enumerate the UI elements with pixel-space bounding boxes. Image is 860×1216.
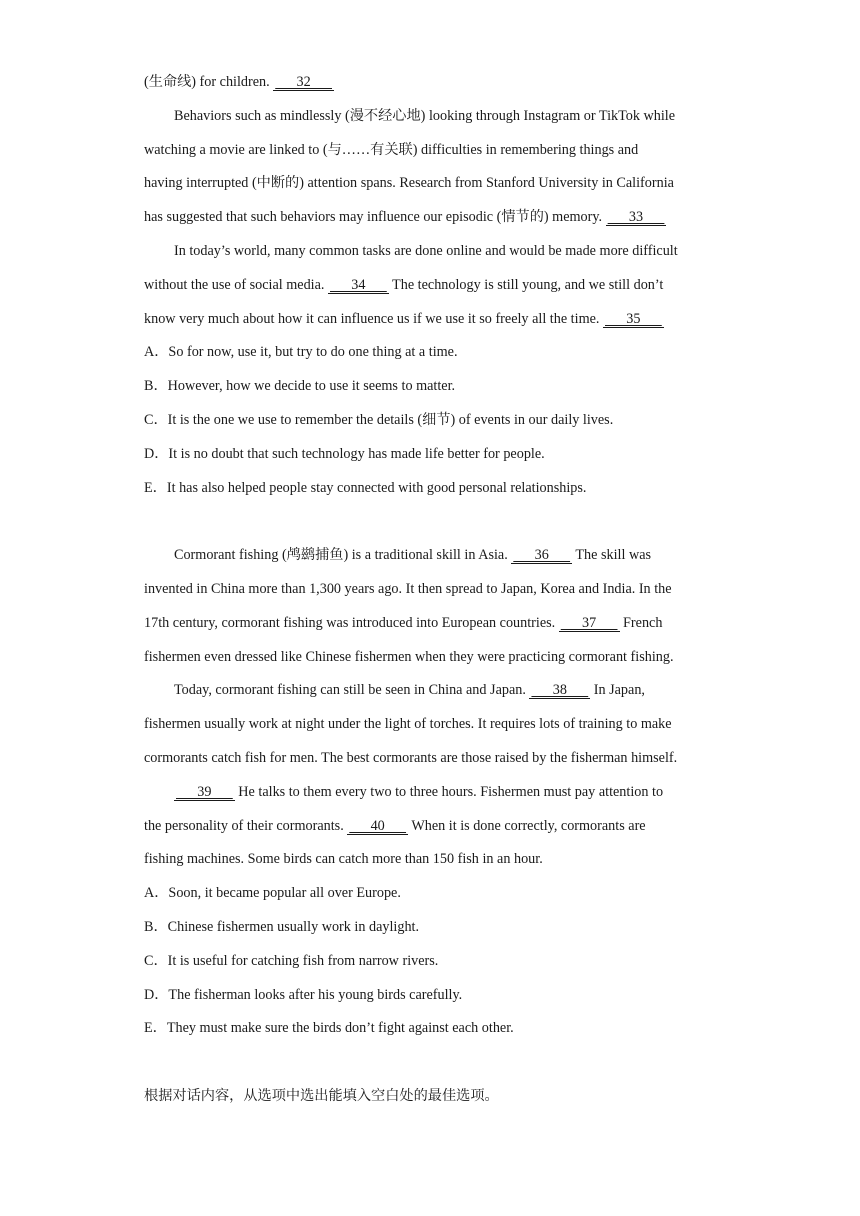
text-line bbox=[144, 607, 724, 641]
answer-blank-39[interactable]: 39 bbox=[176, 783, 233, 800]
option-item: C．It is the one we use to remember the details (细节) of events in our daily lives. bbox=[144, 411, 614, 428]
text-line bbox=[144, 134, 724, 168]
line-text: the personality of their cormorants. bbox=[144, 817, 348, 834]
line-text: The technology is still young, and we still don’t bbox=[388, 276, 664, 293]
line-text: He talks to them every two to three hours. Fishermen must pay attention to bbox=[234, 783, 664, 800]
option-item: C．It is useful for catching fish from narrow rivers. bbox=[144, 952, 439, 969]
line-text: without the use of social media. bbox=[144, 276, 329, 293]
document-page bbox=[144, 66, 724, 1114]
line-text: In today’s world, many common tasks are done online and would be made more difficult bbox=[174, 242, 678, 259]
passage-2 bbox=[144, 539, 724, 877]
text-line bbox=[144, 303, 724, 337]
passage-1-options bbox=[144, 336, 724, 505]
text-line bbox=[144, 235, 724, 269]
text-line bbox=[144, 100, 724, 134]
text-line bbox=[144, 641, 724, 675]
section-gap bbox=[144, 1046, 724, 1080]
line-text: 17th century, cormorant fishing was introduced into European countries. bbox=[144, 614, 559, 631]
answer-blank-36[interactable]: 36 bbox=[513, 547, 571, 564]
line-text: (生命线) for children. bbox=[144, 74, 274, 90]
text-line bbox=[144, 674, 724, 708]
text-line bbox=[144, 167, 724, 201]
answer-blank-32[interactable]: 32 bbox=[275, 74, 332, 90]
option-item: D．The fisherman looks after his young birds carefully. bbox=[144, 986, 463, 1003]
option-item: E．They must make sure the birds don’t fight against each other. bbox=[144, 1020, 514, 1037]
line-text: fishermen usually work at night under the light of torches. It requires lots of training to make bbox=[144, 716, 672, 733]
answer-blank-35[interactable]: 35 bbox=[605, 310, 662, 327]
text-line bbox=[144, 573, 724, 607]
text-line bbox=[144, 66, 724, 100]
text-line bbox=[144, 810, 724, 844]
answer-blank-37[interactable]: 37 bbox=[560, 614, 618, 631]
line-text: watching a movie are linked to (与……有关联) difficulties in remembering things and bbox=[144, 141, 639, 158]
text-line bbox=[144, 742, 724, 776]
line-text: The skill was bbox=[572, 547, 652, 564]
line-text: know very much about how it can influence us if we use it so freely all the time. bbox=[144, 310, 603, 327]
answer-blank-38[interactable]: 38 bbox=[531, 682, 589, 699]
text-line bbox=[144, 201, 724, 235]
option-item: A．Soon, it became popular all over Europe. bbox=[144, 885, 401, 902]
line-text: has suggested that such behaviors may influence our episodic (情节的) memory. bbox=[144, 209, 606, 226]
text-line bbox=[144, 708, 724, 742]
answer-blank-34[interactable]: 34 bbox=[330, 276, 387, 293]
line-text: Behaviors such as mindlessly (漫不经心地) looking through Instagram or TikTok while bbox=[174, 107, 676, 124]
line-text: having interrupted (中断的) attention spans. Research from Stanford University in California bbox=[144, 175, 674, 192]
line-text: cormorants catch fish for men. The best cormorants are those raised by the fisherman himself. bbox=[144, 749, 678, 766]
answer-blank-33[interactable]: 33 bbox=[607, 209, 665, 226]
section-gap bbox=[144, 505, 724, 539]
text-line bbox=[144, 776, 724, 810]
line-text: invented in China more than 1,300 years ago. It then spread to Japan, Korea and India. In the bbox=[144, 580, 672, 597]
instruction-text: 根据对话内容，从选项中选出能填入空白处的最佳选项。 bbox=[144, 1087, 499, 1104]
option-item: E．It has also helped people stay connected with good personal relationships. bbox=[144, 479, 587, 496]
option-item: A．So for now, use it, but try to do one thing at a time. bbox=[144, 344, 458, 361]
line-text: fishing machines. Some birds can catch more than 150 fish in an hour. bbox=[144, 851, 543, 868]
option-item: B．Chinese fishermen usually work in daylight. bbox=[144, 918, 420, 935]
line-text: fishermen even dressed like Chinese fishermen when they were practicing cormorant fishing. bbox=[144, 648, 674, 665]
option-item: B．However, how we decide to use it seems to matter. bbox=[144, 378, 456, 395]
line-text: In Japan, bbox=[590, 682, 645, 699]
passage-1 bbox=[144, 66, 724, 336]
text-line bbox=[144, 843, 724, 877]
text-line bbox=[144, 539, 724, 573]
line-text: French bbox=[619, 614, 663, 631]
line-text: Cormorant fishing (鸬鹚捕鱼) is a traditional skill in Asia. bbox=[174, 547, 512, 564]
answer-blank-40[interactable]: 40 bbox=[349, 817, 407, 834]
text-line bbox=[144, 269, 724, 303]
line-text: Today, cormorant fishing can still be seen in China and Japan. bbox=[174, 682, 530, 699]
line-text: When it is done correctly, cormorants are bbox=[408, 817, 646, 834]
passage-2-options bbox=[144, 877, 724, 1046]
option-item: D．It is no doubt that such technology has made life better for people. bbox=[144, 445, 545, 462]
